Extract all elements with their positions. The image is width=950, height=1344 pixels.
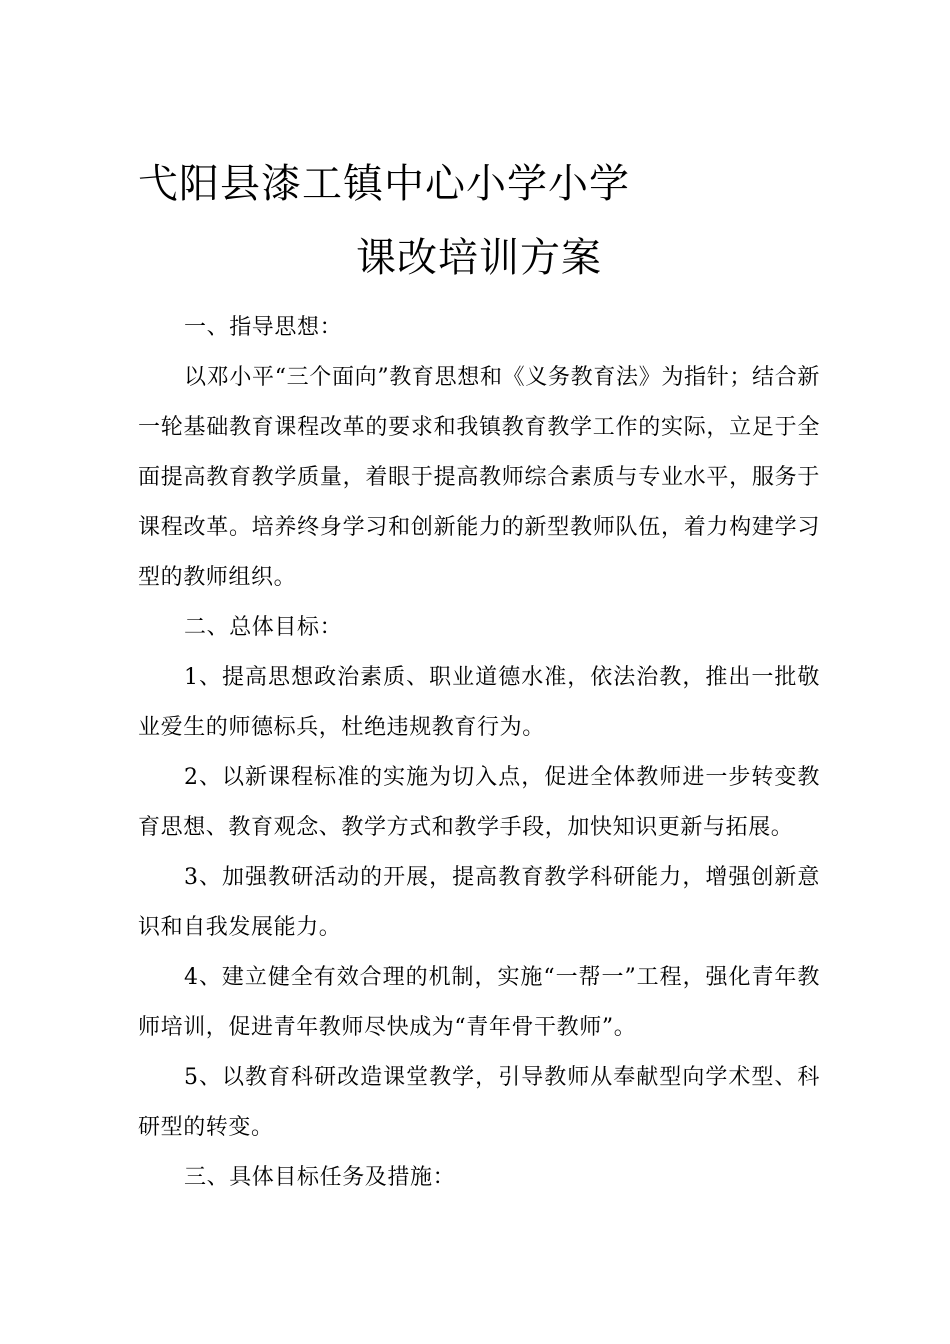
goal-item-5: 5、以教育科研改造课堂教学，引导教师从奉献型向学术型、科研型的转变。 (138, 1065, 820, 1140)
section-heading-tasks: 三、具体目标任务及措施： (184, 1165, 456, 1190)
goal-item-2: 2、以新课程标准的实施为切入点，促进全体教师进一步转变教育思想、教育观念、教学方式和教学手段，加快知识更新与拓展。 (138, 765, 820, 840)
section-heading-guiding: 一、指导思想： (184, 315, 343, 340)
goal-item-4: 4、建立健全有效合理的机制，实施“一帮一”工程，强化青年教师培训，促进青年教师尽快成为“青年骨干教师”。 (138, 965, 820, 1040)
goal-item-1: 1、提高思想政治素质、职业道德水准，依法治教，推出一批敬业爱生的师德标兵，杜绝违规教育行为。 (138, 665, 820, 740)
guiding-paragraph: 以邓小平“三个面向”教育思想和《义务教育法》为指针；结合新一轮基础教育课程改革的要求和我镇教育教学工作的实际，立足于全面提高教育教学质量，着眼于提高教师综合素质与专业水平，服务于课程改革。培养终身学习和创新能力的新型教师队伍，着力构建学习型的教师组织。 (138, 365, 820, 590)
goal-item-3: 3、加强教研活动的开展，提高教育教学科研能力，增强创新意识和自我发展能力。 (138, 865, 820, 940)
section-heading-goals: 二、总体目标： (184, 615, 343, 640)
document-title-line2: 课改培训方案 (356, 235, 602, 281)
document-title-line1: 弋阳县漆工镇中心小学小学 (138, 161, 630, 207)
document-body (138, 303, 820, 1203)
